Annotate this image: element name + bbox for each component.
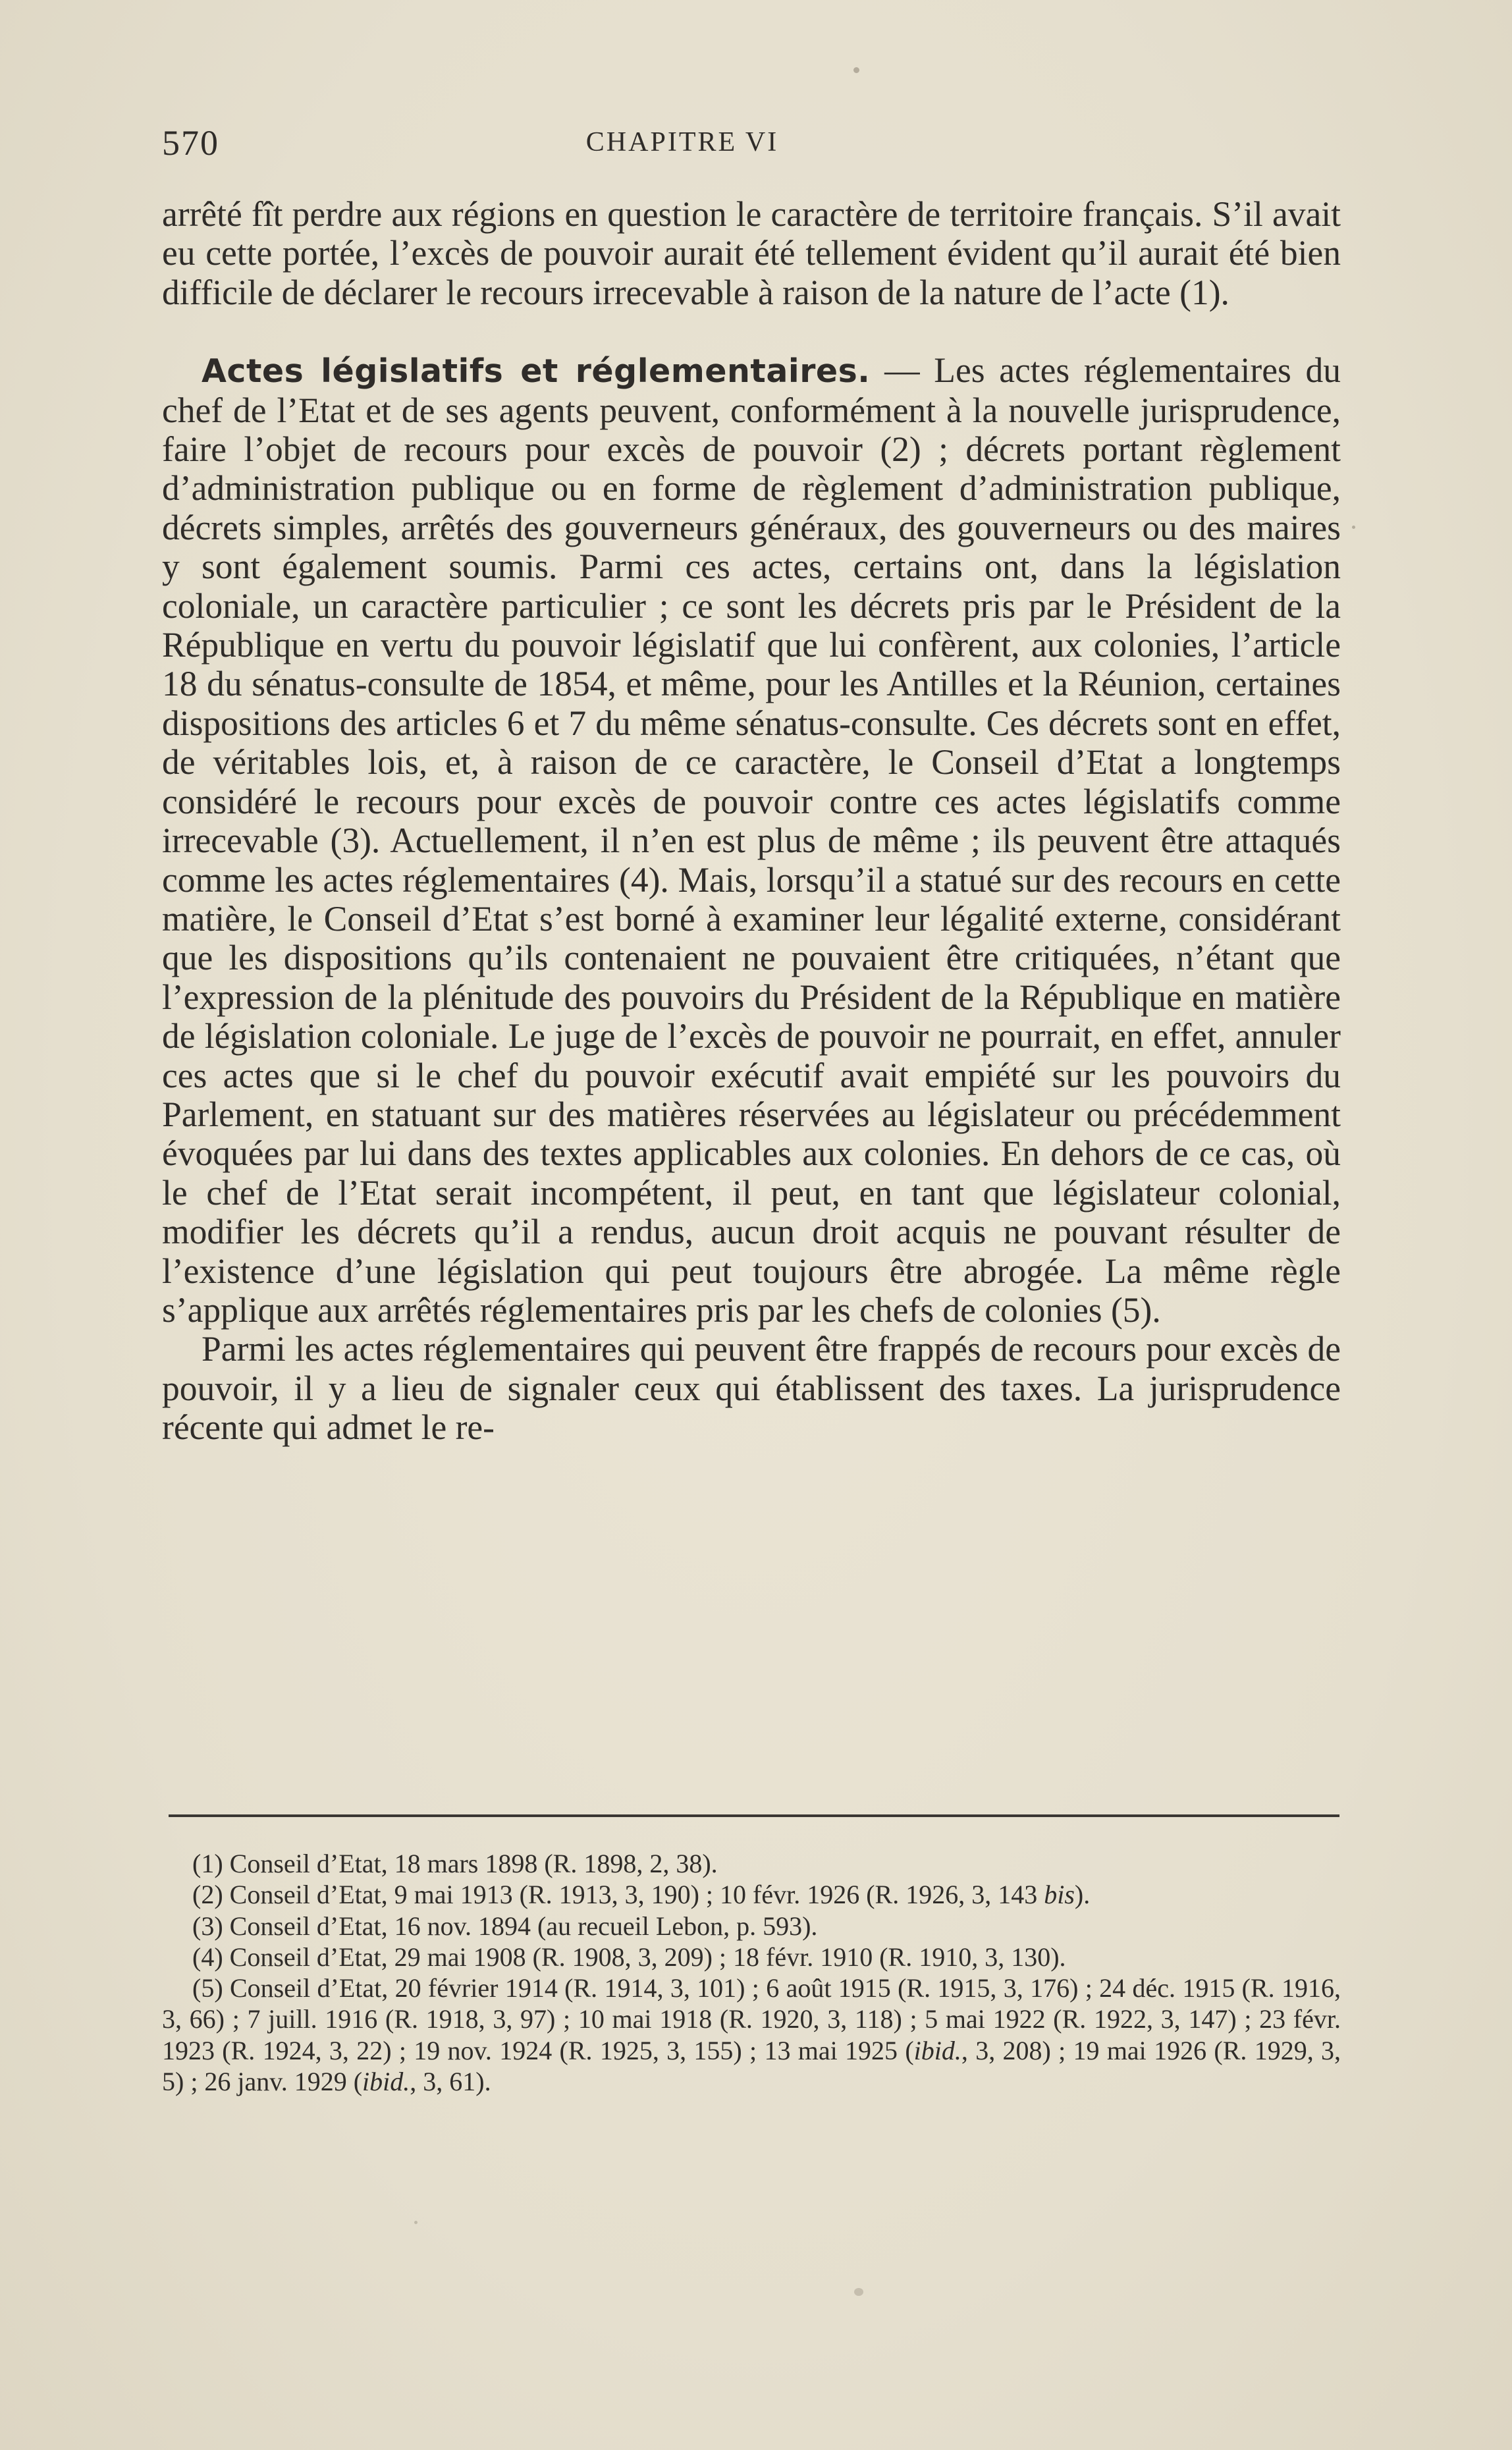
paragraph: Parmi les actes réglementaires qui peuvent être frappés de recours pour excès de pouvoir, il y a lieu de signaler ceux qui établissent des taxes. La jurisprudence récente qui admet le re- [162,1329,1341,1448]
section-title: Actes législatifs et réglementaires. [202,352,871,391]
section-paragraph [162,351,1341,1330]
footnotes [162,1848,1341,2097]
footnote-text: (2) Conseil d’Etat, 9 mai 1913 (R. 1913, 3, 190) ; 10 févr. 1926 (R. 1926, 3, 143 [192,1880,1044,1910]
paper-speck [853,67,859,73]
paragraph-text: — Les actes réglementaires du chef de l’Etat et de ses agents peuvent, conformément à la nouvelle jurisprudence, faire l’objet de recours pour excès de pouvoir (2) ; décrets portant règlement d’administration publique ou en forme de règlement d’administration publique, décrets simples, arrêtés des gouverneurs généraux, des gouverneurs ou des maires y sont également soumis. Parmi ces actes, certains ont, dans la législation coloniale, un caractère particulier ; ce sont les décrets pris par le Président de la République en vertu du pouvoir législatif que lui confèrent, aux colonies, l’article 18 du sénatus-consulte de 1854, et même, pour les Antilles et la Réunion, certaines dispositions des articles 6 et 7 du même sénatus-consulte. Ces décrets sont en effet, de véritables lois, et, à raison de ce caractère, le Conseil d’Etat a longtemps considéré le recours pour excès de pouvoir contre ces actes législatifs comme irrecevable (3). Actuellement, il n’en est plus de même ; ils peuvent être attaqués comme les actes réglementaires (4). Mais, lorsqu’il a statué sur des recours en cette matière, le Conseil d’Etat s’est borné à examiner leur légalité externe, considérant que les dispositions qu’ils contenaient ne pouvaient être critiquées, n’étant que l’expression de la plénitude des pouvoirs du Président de la République en matière de législation coloniale. Le juge de l’excès de pouvoir ne pourrait, en effet, annuler ces actes que si le chef du pouvoir exécutif avait empiété sur les pouvoirs du Parlement, en statuant sur des matières réservées au législateur ou précédemment évoquées par lui dans des textes applicables aux colonies. En dehors de ce cas, où le chef de l’Etat serait incompétent, il peut, en tant que législateur colonial, modifier les décrets qu’il a rendus, aucun droit acquis ne pouvant résulter de l’existence d’une législation qui peut toujours être abrogée. La même règle s’applique aux arrêtés réglementaires pris par les chefs de colonies (5). [162,350,1341,1330]
footnote-separator [169,1814,1339,1817]
footnote-italic: ibid. [913,2035,961,2065]
footnote-italic: ibid. [362,2067,410,2097]
footnote-4: (4) Conseil d’Etat, 29 mai 1908 (R. 1908, 3, 209) ; 18 févr. 1910 (R. 1910, 3, 130). [192,1942,1066,1972]
footnote-italic: bis [1044,1880,1075,1910]
footnote-text: , 3, 208) ; 19 mai 1926 (R. 1929, 3, 5) ; 26 janv. 1929 ( [162,2035,1341,2097]
running-head: CHAPITRE VI [585,127,779,157]
footnote-5 [162,1973,1341,2097]
paragraph: arrêté fît perdre aux régions en question le caractère de territoire français. S’il avait eu cette portée, l’excès de pouvoir aurait été tellement évident qu’il aurait été bien difficile de déclarer le recours irrecevable à raison de la nature de l’acte (1). [162,194,1341,312]
page-number: 570 [162,123,219,163]
footnote-text: ). [1074,1880,1091,1910]
paper-speck [414,2221,418,2224]
footnote-text: , 3, 61). [410,2067,491,2097]
footnote-3: (3) Conseil d’Etat, 16 nov. 1894 (au recueil Lebon, p. 593). [192,1911,818,1941]
body-text [162,195,1341,1448]
page-header [162,122,1341,169]
footnote-2 [162,1879,1341,1910]
footnote-1: (1) Conseil d’Etat, 18 mars 1898 (R. 1898, 2, 38). [192,1849,718,1878]
paper-speck [1352,526,1355,529]
footnote-text: (5) Conseil d’Etat, 20 février 1914 (R. 1914, 3, 101) ; 6 août 1915 (R. 1915, 3, 176) ; 24 déc. 1915 (R. 1916, 3, 66) ; 7 juill. 1916 (R. 1918, 3, 97) ; 10 mai 1918 (R. 1920, 3, 118) ; 5 mai 1922 (R. 1922, 3, 147) ; 23 févr. 1923 (R. 1924, 3, 22) ; 19 nov. 1924 (R. 1925, 3, 155) ; 13 mai 1925 ( [162,1973,1341,2065]
paper-speck [854,2288,863,2296]
